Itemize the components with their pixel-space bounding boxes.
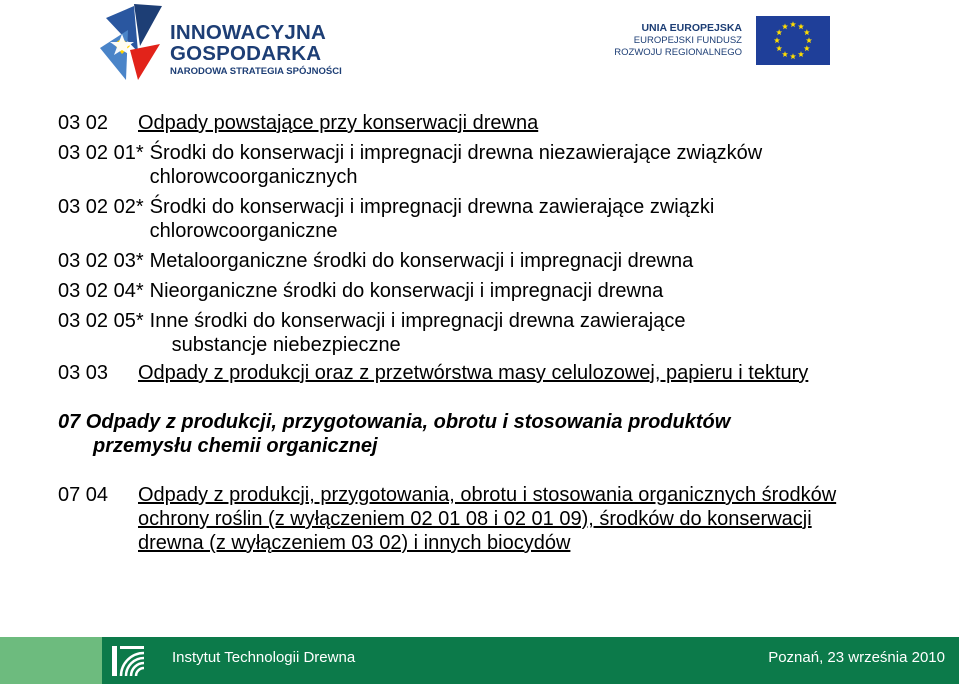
waste-description: Środki do konserwacji i impregnacji drewna niezawierające związków chlorowcoorganicznych bbox=[149, 142, 763, 188]
waste-code: 03 02 01* bbox=[58, 142, 144, 164]
chapter-title-line2: przemysłu chemii organicznej bbox=[93, 435, 378, 457]
waste-chapter-07 bbox=[58, 410, 938, 458]
waste-description: Metaloorganiczne środki do konserwacji i impregnacji drewna bbox=[149, 250, 694, 272]
waste-item-030201 bbox=[58, 141, 938, 189]
footer-bar bbox=[102, 637, 959, 684]
waste-description bbox=[150, 309, 810, 357]
footer-accent bbox=[0, 637, 102, 684]
waste-group-title: Odpady z produkcji, przygotowania, obrotu i stosowania organicznych środków ochrony roślin (z wyłączeniem 02 01 08 i 02 01 09), środków do konserwacji drewna (z wyłączeniem 03 02) i innych biocydów bbox=[138, 484, 837, 554]
waste-group-0704 bbox=[58, 483, 938, 555]
waste-code: 03 02 bbox=[58, 112, 109, 134]
waste-description: Środki do konserwacji i impregnacji drewna zawierające związki chlorowcoorganiczne bbox=[149, 196, 715, 242]
logo-title-line1: INNOWACYJNA bbox=[170, 21, 326, 44]
logo-subtitle: NARODOWA STRATEGIA SPÓJNOŚCI bbox=[170, 66, 342, 77]
waste-item-030204 bbox=[58, 279, 938, 303]
itd-logo-icon bbox=[110, 642, 148, 680]
waste-code: 03 02 04* bbox=[58, 280, 144, 302]
eu-logo-line1: UNIA EUROPEJSKA bbox=[641, 22, 742, 34]
waste-group-0302 bbox=[58, 111, 938, 135]
waste-code: 03 02 02* bbox=[58, 196, 144, 218]
waste-item-030205 bbox=[58, 309, 938, 357]
waste-code: 07 04 bbox=[58, 484, 109, 506]
waste-description: Nieorganiczne środki do konserwacji i impregnacji drewna bbox=[149, 280, 664, 302]
footer-institute-name: Instytut Technologii Drewna bbox=[172, 649, 356, 666]
waste-group-title: Odpady z produkcji oraz z przetwórstwa masy celulozowej, papieru i tektury bbox=[138, 362, 809, 384]
chapter-title-line1: 07 Odpady z produkcji, przygotowania, obrotu i stosowania produktów bbox=[58, 411, 731, 433]
waste-code: 03 03 bbox=[58, 362, 109, 384]
waste-description-line1: Inne środki do konserwacji i impregnacji drewna zawierające bbox=[149, 310, 686, 332]
waste-group-0303 bbox=[58, 361, 938, 385]
waste-item-030202 bbox=[58, 195, 938, 243]
footer-date: Poznań, 23 września 2010 bbox=[768, 649, 945, 666]
waste-description-line2: substancje niebezpieczne bbox=[171, 334, 401, 356]
eu-fund-logo bbox=[610, 14, 830, 70]
waste-group-title: Odpady powstające przy konserwacji drewna bbox=[138, 112, 539, 134]
eu-logo-line2: EUROPEJSKI FUNDUSZ bbox=[633, 35, 742, 46]
waste-codes-list bbox=[58, 111, 938, 555]
eu-flag-icon bbox=[756, 16, 830, 65]
waste-code: 03 02 05* bbox=[58, 310, 144, 332]
eu-logo-line3: ROZWOJU REGIONALNEGO bbox=[614, 47, 742, 58]
waste-code: 03 02 03* bbox=[58, 250, 144, 272]
logo-title-line2: GOSPODARKA bbox=[170, 42, 322, 65]
innowacyjna-gospodarka-emblem-icon bbox=[100, 4, 166, 82]
waste-item-030203 bbox=[58, 249, 938, 273]
innowacyjna-gospodarka-logo bbox=[100, 4, 360, 82]
